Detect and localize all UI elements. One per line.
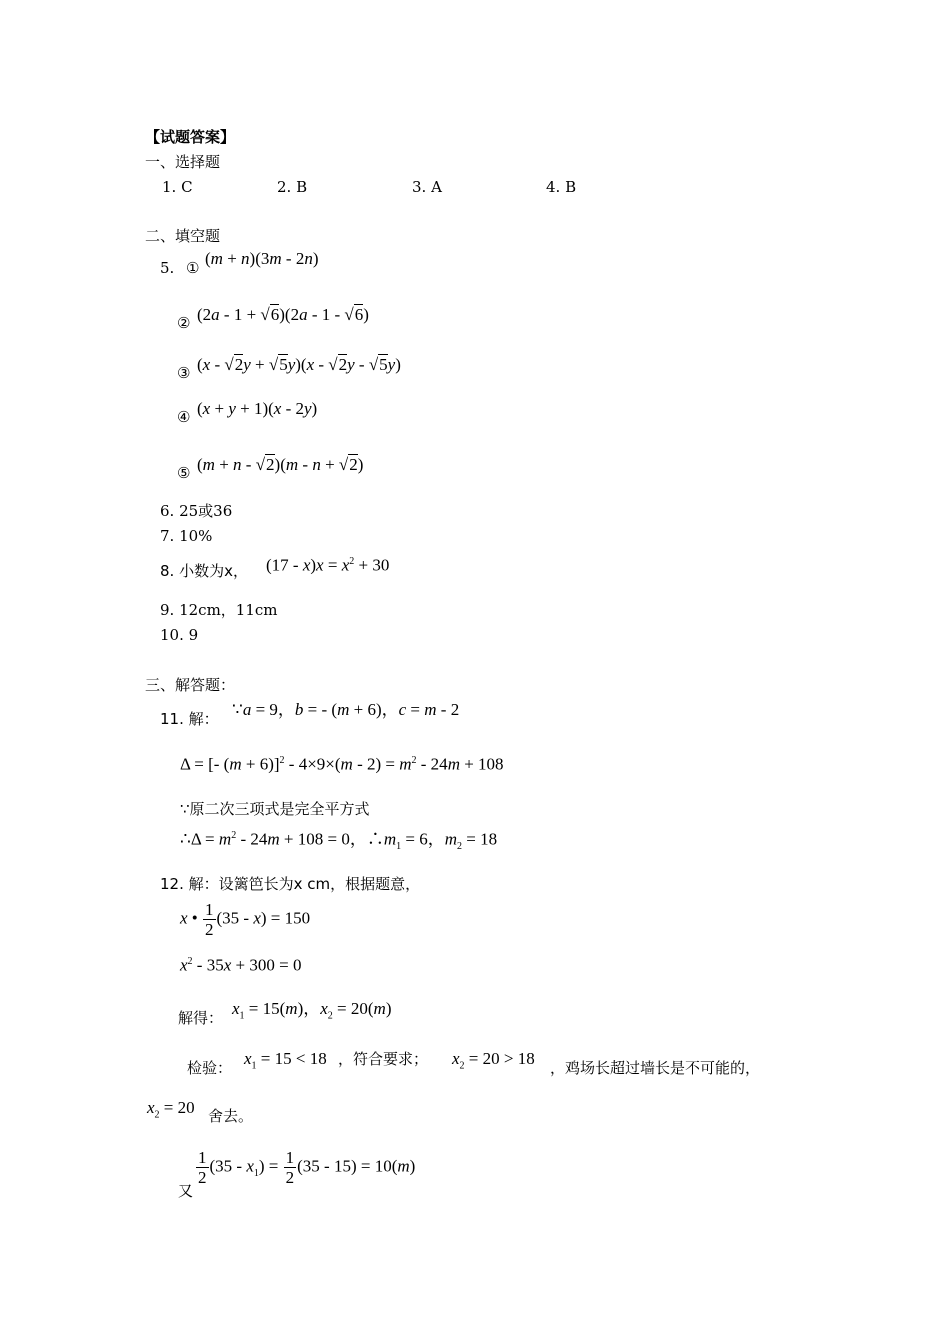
choice-answer-4: 4. B bbox=[546, 178, 577, 196]
q12-roots: $x_1 = 15(m)$，$x_2 = 20(m)$ bbox=[232, 999, 392, 1022]
q5-formula-2: (2a - 1 + √6)(2a - 1 - √6) bbox=[197, 305, 369, 324]
q12-equation: x • $\frac{1}{2}$ (35 - x) = 150 bbox=[180, 900, 311, 939]
q5-mark-1: ① bbox=[186, 259, 200, 277]
q5-formula-3: (x - √2y + √5y)(x - √2y - √5y) bbox=[197, 355, 401, 374]
q11-conclusion: ∴Δ = $m^2 - 24m + 108 = 0$，$\therefore m_1 = 6$，$m_2 = 18$ bbox=[180, 829, 498, 853]
q12-check-label: 检验： bbox=[187, 1059, 233, 1077]
q5-mark-4: ④ bbox=[177, 408, 191, 426]
q12-check-x2: $x_2 = 20 > 18$ bbox=[452, 1049, 535, 1072]
q10-answer: 10. 9 bbox=[160, 626, 199, 644]
q12-quadratic: $x^2 - 35x + 300 = 0$ bbox=[180, 955, 302, 975]
q5-mark-5: ⑤ bbox=[177, 464, 191, 482]
section1-heading: 一、选择题 bbox=[145, 153, 221, 171]
page-title: 【试题答案】 bbox=[145, 128, 236, 146]
choice-answer-2: 2. B bbox=[277, 178, 308, 196]
q11-label: 11. 解： bbox=[160, 710, 219, 728]
choice-answer-3: 3. A bbox=[412, 178, 442, 196]
q5-formula-4: (x + y + 1)(x - 2y) bbox=[197, 399, 318, 418]
q11-given: ∵a = 9，b = - (m + 6)，c = m - 2 bbox=[232, 700, 460, 719]
q11-discriminant: Δ = [- $(m + 6)]^2 - 4\times 9\times(m - 2) = m^2 - 24m + 108$ bbox=[180, 754, 504, 774]
q9-answer: 9. 12cm，11cm bbox=[160, 601, 278, 619]
q12-width-formula: $\frac{1}{2}$ $(35 - x_1)$ = $\frac{1}{2}$ (35 - 15) = 10(m) bbox=[198, 1148, 416, 1187]
q12-check-mid: ，符合要求； bbox=[338, 1050, 429, 1068]
q12-check-tail: ，鸡场长超过墙长是不可能的， bbox=[550, 1059, 761, 1077]
q6-answer: 6. 25或36 bbox=[160, 502, 233, 520]
q5-number: 5. bbox=[160, 259, 175, 277]
q5-formula-5: (m + n - √2)(m - n + √2) bbox=[197, 455, 364, 474]
q12-discard-value: $x_2 = 20$ bbox=[147, 1098, 195, 1121]
q5-mark-3: ③ bbox=[177, 364, 191, 382]
q12-discard-text: 舍去。 bbox=[208, 1107, 254, 1125]
q12-check-x1: $x_1 = 15 < 18$ bbox=[244, 1049, 327, 1072]
q8-formula: $(17 - x)x = x^2 + 30$ bbox=[266, 555, 390, 575]
q5-mark-2: ② bbox=[177, 314, 191, 332]
q5-formula-1: (m + n)(3m - 2n) bbox=[205, 249, 319, 268]
q12-again-label: 又 bbox=[178, 1182, 194, 1200]
q12-solve-label: 解得： bbox=[178, 1009, 224, 1027]
q12-label: 12. 解：设篱笆长为x cm，根据题意， bbox=[160, 875, 421, 893]
q11-note: ∵原二次三项式是完全平方式 bbox=[180, 800, 370, 818]
section3-heading: 三、解答题： bbox=[145, 676, 236, 694]
section2-heading: 二、填空题 bbox=[145, 227, 221, 245]
q7-answer: 7. 10% bbox=[160, 527, 213, 545]
choice-answer-1: 1. C bbox=[162, 178, 193, 196]
q8-label: 8. 小数为x， bbox=[160, 562, 248, 580]
